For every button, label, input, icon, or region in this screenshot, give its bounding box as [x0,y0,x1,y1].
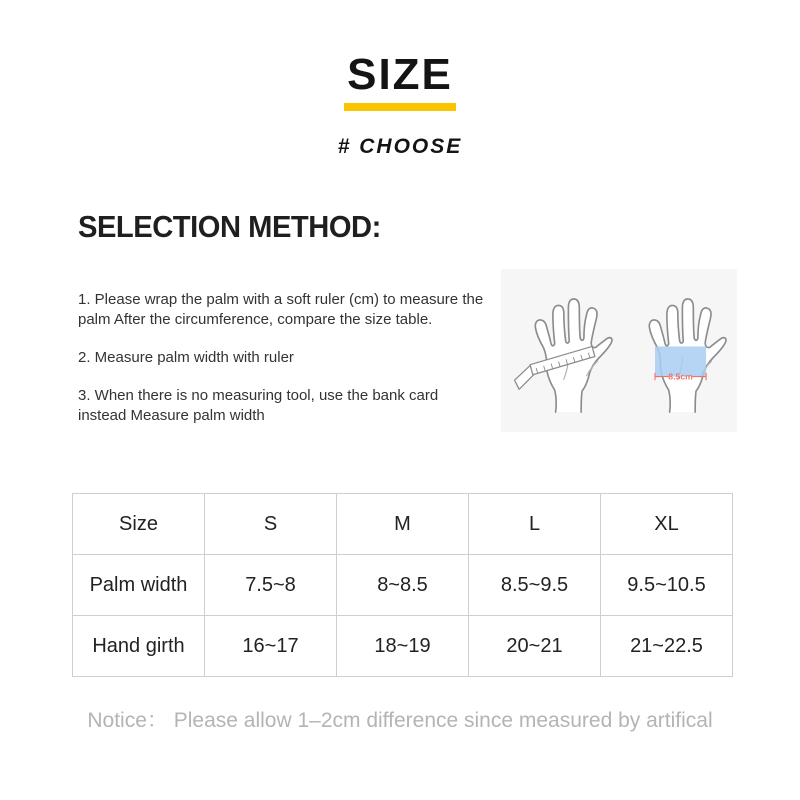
notice-text: Notice： Please allow 1–2cm difference since measured by artifical [87,709,713,732]
row-label-hand-girth: Hand girth [73,616,205,677]
column-header-l: L [469,494,601,555]
instruction-step-1: 1. Please wrap the palm with a soft ruler (cm) to measure the palm After the circumference, compare the size table. [78,291,484,328]
palm-width-s: 7.5~8 [205,555,337,616]
column-header-s: S [205,494,337,555]
size-table-header-row [73,494,733,555]
page-subtitle: # CHOOSE [337,134,463,158]
palm-width-l: 8.5~9.5 [469,555,601,616]
hand-girth-l: 20~21 [469,616,601,677]
instruction-steps [78,290,490,444]
hand-girth-s: 16~17 [205,616,337,677]
hand-girth-xl: 21~22.5 [601,616,733,677]
title-accent-bar [344,103,456,111]
dimension-label: 8.5cm [668,371,693,382]
row-label-palm-width: Palm width [73,555,205,616]
column-header-size: Size [73,494,205,555]
table-row-hand-girth [73,616,733,677]
hand-girth-m: 18~19 [337,616,469,677]
selection-method-heading: SELECTION METHOD: [78,209,381,244]
palm-width-m: 8~8.5 [337,555,469,616]
column-header-m: M [337,494,469,555]
page-title: SIZE [347,50,453,99]
instruction-step-2: 2. Measure palm width with ruler [78,349,294,366]
instruction-step-3: 3. When there is no measuring tool, use the bank card instead Measure palm width [78,387,439,424]
column-header-xl: XL [601,494,733,555]
bank-card-overlay [655,346,706,381]
hand-with-ruler-illustration [510,286,614,416]
size-table [72,493,733,677]
hand-with-card-illustration [624,286,728,416]
measurement-illustration [501,269,737,432]
title-block [0,50,800,159]
table-row-palm-width [73,555,733,616]
palm-width-xl: 9.5~10.5 [601,555,733,616]
